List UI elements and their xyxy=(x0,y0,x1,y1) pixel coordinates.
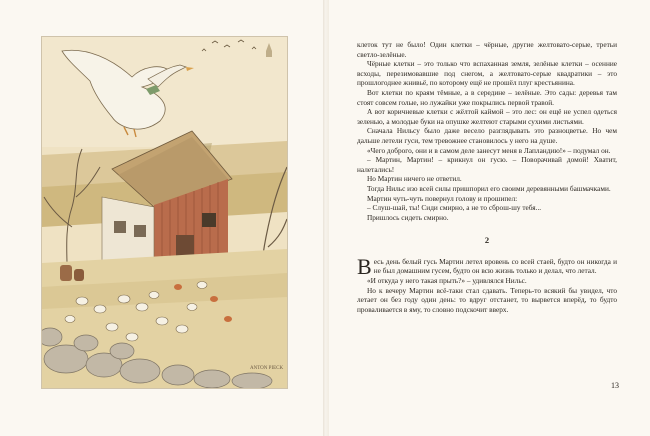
chapter-opening-paragraph xyxy=(357,253,617,279)
chapter-number: 2 xyxy=(484,235,490,246)
paragraph: Но к вечеру Мартин всё-таки стал сдавать. Теперь-то всякий бы увидел, что летает он без году один день: то вдруг отстанет, то вырвется вперёд, то будто проваливается в яму, то словно подскочит вверх. xyxy=(357,285,617,314)
page-text xyxy=(357,40,617,314)
paragraph: Сначала Нильсу было даже весело разглядывать это разноцветье. Но чем дальше летели гуси, тем тревожнее становилось у него на душе. xyxy=(357,126,617,145)
paragraph: Мартин чуть-чуть повернул голову и прошипел: xyxy=(367,193,518,203)
paragraph: клеток тут не было! Один клетки – чёрные, другие желтовато-серые, третьи светло-зелёные. xyxy=(357,40,617,59)
paragraph: «И откуда у него такая прыть?» – удивлялся Нильс. xyxy=(367,276,527,286)
paragraph: Вот клетки по краям тёмные, а в середине – зелёные. Это сады: деревья там стоят совсем голые, но лужайки уже покрылись первой травой. xyxy=(357,87,617,107)
paragraph: «Чего доброго, они и в самом деле занесут меня в Лапландию!» – подумал он. xyxy=(367,145,611,155)
farm-goose-illustration xyxy=(42,37,287,388)
chapter-opening-text: есь день белый гусь Мартин летел вровень со всей стаей, будто он никогда и не был домашним гусем, будто он всю жизнь только и делал, что летал. xyxy=(373,256,617,276)
paragraph: А вот коричневые клетки с жёлтой каймой – это лес: он ещё не успел одеться зеленью, а молодые буки на опушке желтеют старыми сухими листьями. xyxy=(357,107,617,126)
book-gutter xyxy=(323,0,329,436)
artist-signature: ANTON PIECK xyxy=(250,366,284,371)
page-number: 13 xyxy=(611,381,619,390)
paragraph: – Слуш-шай, ты! Сиди смирно, а не то сброш-шу тебя... xyxy=(367,203,542,213)
illustration-plate xyxy=(41,36,288,389)
drop-cap: В xyxy=(357,253,372,279)
paragraph: Но Мартин ничего не ответил. xyxy=(367,174,462,184)
paragraph: Тогда Нильс изо всей силы пришпорил его своими деревянными башмачками. xyxy=(367,183,611,193)
paragraph: Чёрные клетки – это только что вспаханная земля, зелёные клетки – осенние всходы, перезимовавшие под снегом, а желтовато-серые квадратики – это прошлогоднее жнивьё, по которому ещё не прошёл плуг крестьянина. xyxy=(357,59,617,88)
paragraph: Пришлось сидеть смирно. xyxy=(367,212,449,222)
paragraph: – Мартин, Мартин! – крикнул он гусю. – Поворачивай домой! Хватит, налетались! xyxy=(357,155,617,174)
